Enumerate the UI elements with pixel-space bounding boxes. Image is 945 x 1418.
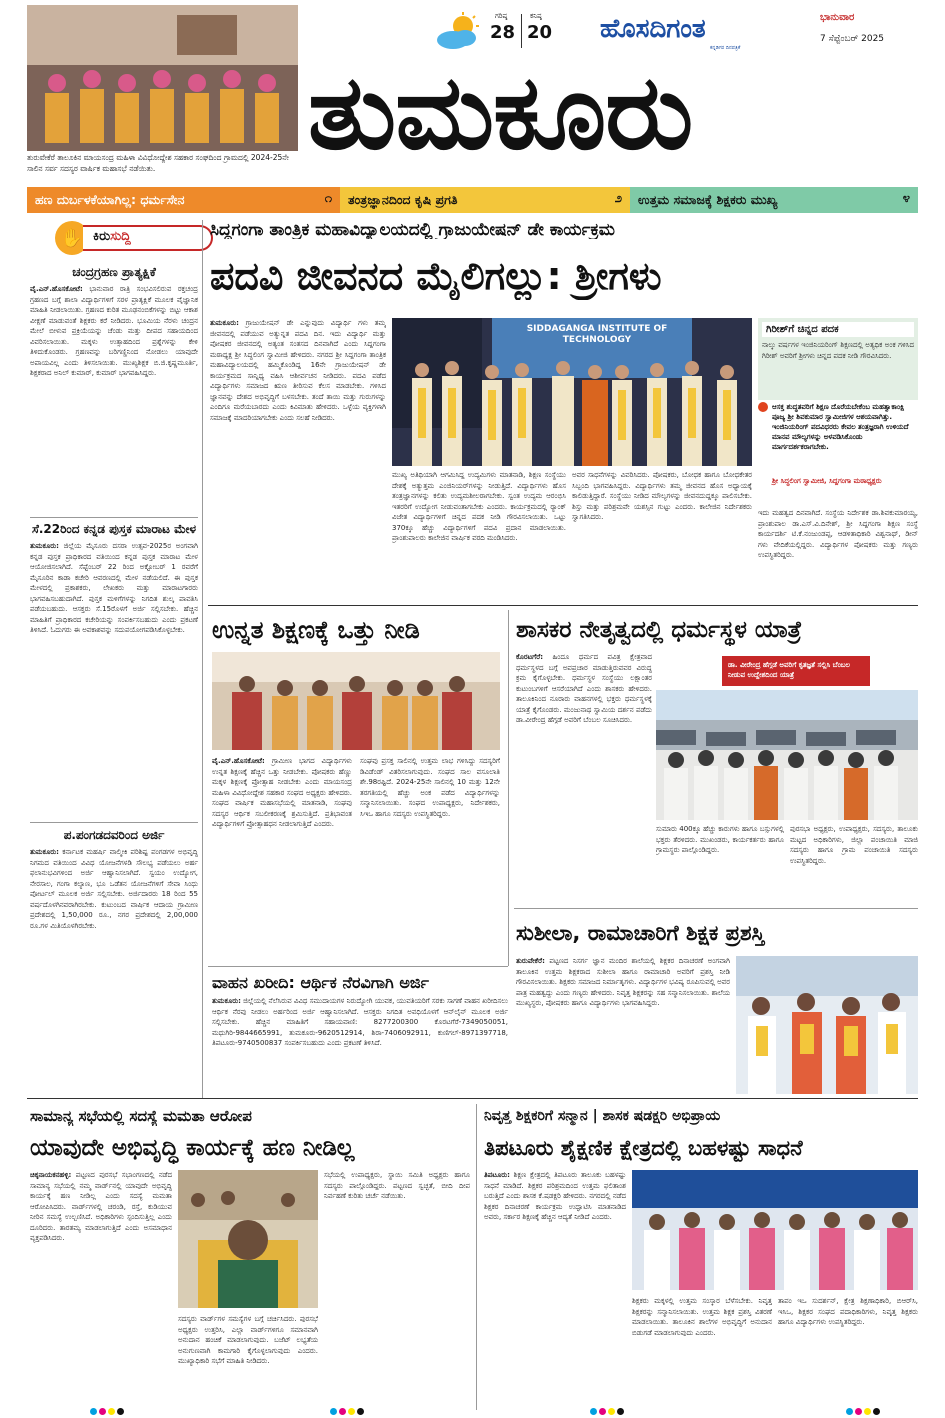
susheela-body-text: ಪಟ್ಟಣದ ನಿಸರ್ಗ ಜ್ಞಾನ ಮಂದಿರ ಶಾಲೆಯಲ್ಲಿ ಶಿಕ್ಷಕರ ದಿನಾಚರಣೆ ಅಂಗವಾಗಿ ತಾಲೂಕಿನ ಉತ್ತಮ ಶಿಕ್ಷಕರಾದ ಸುಶೀಲಾ ಹಾಗೂ ರಾಮಾಚಾರಿ ಅವರಿಗೆ ಪ್ರಶಸ್ತಿ ನೀಡಿ ಗೌರವಿಸಲಾಯಿತು. ಶಿಕ್ಷಕರು ಸಮಾಜದ ನಿರ್ಮಾತೃಗಳು. ವಿದ್ಯಾರ್ಥಿಗಳ ಭವಿಷ್ಯ ರೂಪಿಸುವಲ್ಲಿ ಅವರ ಪಾತ್ರ ಮಹತ್ವದ್ದು ಎಂದು ಗಣ್ಯರು ಹೇಳಿದರು. ನಿವೃತ್ತ ಶಿಕ್ಷಕರನ್ನು ಸಹ ಸನ್ಮಾನಿಸಲಾಯಿತು. ಶಾಲೆಯ ಮುಖ್ಯಸ್ಥರು, ಪೋಷಕರು ಹಾಗೂ ವಿದ್ಯಾರ್ಥಿಗಳು ಭಾಗವಹಿಸಿದ್ದರು. xyxy=(516,957,730,1007)
top-photo xyxy=(27,5,298,151)
dharmasthala-col-1 xyxy=(516,652,652,902)
vehicle-headline: ವಾಹನ ಖರೀದಿ: ಆರ್ಥಿಕ ನೆರವಿಗಾಗಿ ಅರ್ಜಿ xyxy=(212,973,429,992)
brief-2 xyxy=(30,522,198,777)
edition-day: ಭಾನುವಾರ xyxy=(820,12,855,23)
mamata-col-1-text: ಪಟ್ಟಣದ ಪುರಸಭೆ ಸಭಾಂಗಣದಲ್ಲಿ ನಡೆದ ಸಾಮಾನ್ಯ ಸಭೆಯಲ್ಲಿ ನಮ್ಮ ವಾರ್ಡ್‌ನಲ್ಲಿ ಯಾವುದೇ ಅಭಿವೃದ್ಧಿ ಕಾರ್ಯಕ್ಕೆ ಹಣ ನೀಡಿಲ್ಲ ಎಂದು ಸದಸ್ಯೆ ಮಮತಾ ಆರೋಪಿಸಿದರು. ವಾರ್ಡ್‌ಗಳಲ್ಲಿ ಚರಂಡಿ, ರಸ್ತೆ, ಕುಡಿಯುವ ನೀರಿನ ಸಮಸ್ಯೆ ಉಲ್ಬಣಿಸಿದೆ. ಅಧಿಕಾರಿಗಳು ಸ್ಪಂದಿಸುತ್ತಿಲ್ಲ ಎಂದು ದೂರಿದರು. ತಾರತಮ್ಯ ಮಾಡಲಾಗುತ್ತಿದೆ ಎಂದು ಅಸಮಾಧಾನ ವ್ಯಕ್ತಪಡಿಸಿದರು. xyxy=(30,1171,172,1242)
kirusuddi-label-b: ಸುದ್ದಿ xyxy=(110,229,131,244)
vehicle-body-text: ಜಿಲ್ಲೆಯಲ್ಲಿ ನೆಲೆಸಿರುವ ವಿವಿಧ ಸಮುದಾಯಗಳ ನಿರುದ್ಯೋಗಿ ಯುವಕ, ಯುವತಿಯರಿಗೆ ಸರಕು ಸಾಗಣೆ ವಾಹನ ಖರೀದಿಸಲು ಆರ್ಥಿಕ ನೆರವು ನೀಡಲು ಅರ್ಹರಿಂದ ಅರ್ಜಿ ಆಹ್ವಾನಿಸಲಾಗಿದೆ. ಆಸಕ್ತರು ನಿಗದಿತ ಅವಧಿಯೊಳಗೆ ಆನ್‌ಲೈನ್ ಮೂಲಕ ಅರ್ಜಿ ಸಲ್ಲಿಸಬೇಕು. ಹೆಚ್ಚಿನ ಮಾಹಿತಿಗೆ ಸಹಾಯವಾಣಿ: 8277200300 ಕೊರಟಗೆರೆ-7349050051, ಮಧುಗಿರಿ-9844665991, ತುಮಕೂರು-9620512914, ಶಿರಾ-7406092911, ಕುಣಿಗಲ್-8971397718, ತಿಪಟೂರು-9740500837 ಸಂಪರ್ಕಿಸಬಹುದು ಎಂದು ಪ್ರಕಟಣೆ ತಿಳಿಸಿದೆ. xyxy=(212,997,508,1047)
brand-name: ಹೊಸದಿಗಂತ xyxy=(600,14,706,44)
lead-headline: ಪದವಿ ಜೀವನದ ಮೈಲಿಗಲ್ಲು: ಶ್ರೀಗಳು xyxy=(210,254,662,298)
tiptur-photo xyxy=(632,1170,918,1290)
mamata-col-1 xyxy=(30,1170,172,1408)
registration-marks xyxy=(330,1408,364,1415)
index-label: ತಂತ್ರಜ್ಞಾನದಿಂದ ಕೃಷಿ ಪ್ರಗತಿ xyxy=(348,192,458,207)
edition-title: ತುಮಕೂರು xyxy=(308,51,693,173)
susheela-photo xyxy=(736,956,918,1094)
index-item-2[interactable] xyxy=(340,187,630,213)
quote-text: ಆಸಕ್ತ ಶುದ್ಧತವರಿಗೆ ಶಿಕ್ಷಣ ದೊರೆಯಬೇಕೆಂಬ ಮಹತ್ವಾಕಾಂಕ್ಷಿ ಪೂಜ್ಯ ಶ್ರೀ ಶಿವಕುಮಾರ ಸ್ವಾಮೀಜಿಗಳ ಆಶಯವಾಗಿತ್ತು. ಇಂಜಿನಿಯರಿಂಗ್ ಪದವಿಧರರು ಕೇವಲ ತಂತ್ರಜ್ಞರಾಗಿ ಉಳಿಯದೆ ಮಾನವ ಮೌಲ್ಯಗಳನ್ನು ಅಳವಡಿಸಿಕೊಂಡು ಮಾರ್ಗದರ್ಶಕರಾಗಬೇಕು. xyxy=(772,403,909,451)
index-label: ಉತ್ತಮ ಸಮಾಜಕ್ಕೆ ಶಿಕ್ಷಕರು ಮುಖ್ಯ xyxy=(638,192,778,207)
mamata-col-3: ಸಭೆಯಲ್ಲಿ ಉಪಾಧ್ಯಕ್ಷರು, ಸ್ಥಾಯಿ ಸಮಿತಿ ಅಧ್ಯಕ್ಷರು ಹಾಗೂ ಸದಸ್ಯರು ಪಾಲ್ಗೊಂಡಿದ್ದರು. ಪಟ್ಟಣದ ಸ್ವಚ್ಛತೆ, ಬೀದಿ ದೀಪ ನಿರ್ವಹಣೆ ಕುರಿತು ಚರ್ಚೆ ನಡೆಯಿತು. xyxy=(324,1171,470,1200)
brief-body: ಭಾನುವಾರ ರಾತ್ರಿ ಸಂಭವಿಸಲಿರುವ ರಕ್ತಚಂದ್ರ ಗ್ರಹಣದ ಬಗ್ಗೆ ಶಾಲಾ ವಿದ್ಯಾರ್ಥಿಗಳಿಗೆ ಸರಳ ಪ್ರಾತ್ಯಕ್ಷಿಕೆ ಮೂಲಕ ವೈಜ್ಞಾನಿಕ ಮಾಹಿತಿ ನೀಡಲಾಯಿತು. ಗ್ರಹಣದ ಕುರಿತ ಮೂಢನಂಬಿಕೆಗಳನ್ನು ಬಿಟ್ಟು ಆಕಾಶ ವೀಕ್ಷಣೆ ಮಾಡುವಂತೆ ಶಿಕ್ಷಕರು ಕರೆ ನೀಡಿದರು. ಭೂಮಿಯ ನೆರಳು ಚಂದ್ರನ ಮೇಲೆ ಬೀಳುವ ಪ್ರಕ್ರಿಯೆಯನ್ನು ಚೆಂಡು ಮತ್ತು ದೀಪದ ಸಹಾಯದಿಂದ ವಿವರಿಸಲಾಯಿತು. ಮಕ್ಕಳು ಉತ್ಸಾಹದಿಂದ ಪ್ರಶ್ನೆಗಳನ್ನು ಕೇಳಿ ತಿಳಿದುಕೊಂಡರು. ಗ್ರಹಣವನ್ನು ಬರಿಗಣ್ಣಿನಿಂದ ನೋಡಲು ಯಾವುದೇ ಅಪಾಯವಿಲ್ಲ ಎಂದು ತಿಳಿಸಲಾಯಿತು. ಮುಖ್ಯಶಿಕ್ಷಕ ಬಿ.ಜಿ.ಕೃಷ್ಣಮೂರ್ತಿ, ಶಿಕ್ಷಕರಾದ ಅನಿಲ್ ಕುಮಾರ್, ಕುಮಾರ್ ಭಾಗವಹಿಸಿದ್ದರು. xyxy=(30,285,198,377)
tiptur-col-2: ಶಿಕ್ಷಕರು ಮಕ್ಕಳಲ್ಲಿ ಉತ್ತಮ ಸಂಸ್ಕಾರ ಬೆಳೆಸಬೇಕು. ನಿವೃತ್ತ ಶಿಕ್ಷಕರನ್ನು ಸನ್ಮಾನಿಸಲಾಯಿತು. ಉತ್ತಮ ಶಿಕ್ಷಕ ಪ್ರಶಸ್ತಿ ವಿತರಣೆ ಮಾಡಲಾಯಿತು. ತಾಲೂಕಿನ ಶಾಲೆಗಳ ಅಭಿವೃದ್ಧಿಗೆ ಅನುದಾನ ಬಿಡುಗಡೆ ಮಾಡಲಾಗುವುದು ಎಂದರು. xyxy=(632,1297,772,1337)
higher-edu-col-2: ಸಂಘವು ಪ್ರಸಕ್ತ ಸಾಲಿನಲ್ಲಿ ಉತ್ತಮ ಲಾಭ ಗಳಿಸಿದ್ದು ಸದಸ್ಯರಿಗೆ ಡಿವಿಡೆಂಡ್ ವಿತರಿಸಲಾಗುವುದು. ಸಂಘದ ಸಾಲ ವಸೂಲಾತಿ ಶೇ.98ರಷ್ಟಿದೆ. 2024-25ನೇ ಸಾಲಿನಲ್ಲಿ 10 ಮತ್ತು 12ನೇ ತರಗತಿಯಲ್ಲಿ ಹೆಚ್ಚು ಅಂಕ ಪಡೆದ ವಿದ್ಯಾರ್ಥಿಗಳನ್ನು ಸನ್ಮಾನಿಸಲಾಯಿತು. ಸಂಘದ ಉಪಾಧ್ಯಕ್ಷರು, ನಿರ್ದೇಶಕರು, ಸಿಇಒ ಹಾಗೂ ಸದಸ್ಯರು ಉಪಸ್ಥಿತರಿದ್ದರು. xyxy=(360,757,500,818)
higher-edu-dateline: ವೈ.ಎನ್.ಹೊಸಕೋಟೆ: xyxy=(212,757,265,765)
lead-col-3: ಅವರ ಸಾಧನೆಗಳನ್ನು ವಿವರಿಸಿದರು. ಪೋಷಕರು, ಬೋಧಕ ಹಾಗೂ ಬೋಧಕೇತರ ಸಿಬ್ಬಂದಿ ಭಾಗವಹಿಸಿದ್ದರು. ವಿದ್ಯಾರ್ಥಿಗಳು ತಮ್ಮ ಜೀವನದ ಹೊಸ ಅಧ್ಯಾಯಕ್ಕೆ ಕಾಲಿಡುತ್ತಿದ್ದಾರೆ. ಸಂಸ್ಥೆಯು ನೀಡಿದ ಮೌಲ್ಯಗಳನ್ನು ಜೀವನದುದ್ದಕ್ಕೂ ಪಾಲಿಸಬೇಕು. ಶಿಸ್ತು ಮತ್ತು ಪರಿಶ್ರಮವೇ ಯಶಸ್ಸಿನ ಗುಟ್ಟು ಎಂದರು. ಕಾಲೇಜಿನ ನಿರ್ದೇಶಕರು ಸ್ವಾಗತಿಸಿದರು. xyxy=(572,471,752,521)
weather-max: 28 xyxy=(490,22,516,43)
brief-1 xyxy=(30,265,198,516)
index-label: ಹಣ ದುರ್ಬಳಕೆಯಾಗಿಲ್ಲ: ಧರ್ಮಸೇನ xyxy=(35,192,185,207)
lead-kicker: ಸಿದ್ದಗಂಗಾ ತಾಂತ್ರಿಕ ಮಹಾವಿದ್ಯಾಲಯದಲ್ಲಿ ಗ್ರಾಜುಯೇಷನ್ ಡೇ ಕಾರ್ಯಕ್ರಮ xyxy=(210,222,615,239)
brief-dateline: ತುಮಕೂರು: xyxy=(30,542,59,550)
brief-title: ಚಂದ್ರಗ್ರಹಣ ಪ್ರಾತ್ಯಕ್ಷಿಕೆ xyxy=(72,265,156,279)
susheela-headline: ಸುಶೀಲಾ, ರಾಮಾಚಾರಿಗೆ ಶಿಕ್ಷಕ ಪ್ರಶಸ್ತಿ xyxy=(516,921,765,945)
quote-icon xyxy=(758,402,768,412)
lead-col-5: ಇದು ಮಹತ್ವದ ದಿನವಾಗಿದೆ. ಸಂಸ್ಥೆಯ ನಿರ್ದೇಶಕ ಡಾ.ಶಿವಕುಮಾರಯ್ಯ, ಪ್ರಾಂಶುಪಾಲ ಡಾ.ಎಸ್.ವಿ.ದಿನೇಶ್, ಶ್ರೀ ಸಿದ್ದಗಂಗಾ ಶಿಕ್ಷಣ ಸಂಸ್ಥೆ ಕಾರ್ಯದರ್ಶಿ ಟಿ.ಕೆ.ನಂಜುಂಡಪ್ಪ, ಆಡಳಿತಾಧಿಕಾರಿ ವಿಶ್ವನಾಥ್, ಡೀನ್ ಗಳು ವೇದಿಕೆಯಲ್ಲಿದ್ದರು. ವಿದ್ಯಾರ್ಥಿಗಳ ಪೋಷಕರು ಮತ್ತು ಗಣ್ಯರು ಉಪಸ್ಥಿತರಿದ್ದರು. xyxy=(758,509,918,559)
index-page: ೪ xyxy=(902,191,910,206)
lead-dateline: ತುಮಕೂರು: xyxy=(210,319,239,327)
weather-min: 20 xyxy=(527,22,553,43)
dharmasthala-col-1-text: ಹಿಂದೂ ಧರ್ಮದ ಪವಿತ್ರ ಕ್ಷೇತ್ರವಾದ ಧರ್ಮಸ್ಥಳದ ಬಗ್ಗೆ ಅಪಪ್ರಚಾರ ಮಾಡುತ್ತಿರುವವರ ವಿರುದ್ಧ ಕ್ರಮ ಕೈಗೊಳ್ಳಬೇಕು. ಧರ್ಮಸ್ಥಳ ಸಂಸ್ಥೆಯು ಲಕ್ಷಾಂತರ ಕುಟುಂಬಗಳಿಗೆ ಆಸರೆಯಾಗಿದೆ ಎಂದು ಶಾಸಕರು ಹೇಳಿದರು. ತಾಲೂಕಿನಿಂದ ನೂರಾರು ವಾಹನಗಳಲ್ಲಿ ಭಕ್ತರು ಧರ್ಮಸ್ಥಳಕ್ಕೆ ಯಾತ್ರೆ ಕೈಗೊಂಡರು. ಮಂಜುನಾಥ ಸ್ವಾಮಿಯ ದರ್ಶನ ಪಡೆದು ಡಾ.ವೀರೇಂದ್ರ ಹೆಗ್ಗಡೆ ಅವರಿಗೆ ಬೆಂಬಲ ಸೂಚಿಸಿದರು. xyxy=(516,653,652,724)
quote-box xyxy=(758,402,918,502)
weather-min-label: ಕನಿಷ್ಠ xyxy=(530,12,542,20)
brief-dateline: ವೈ.ಎನ್.ಹೊಸಕೋಟೆ: xyxy=(30,285,83,293)
lead-col-1-text: ಗ್ರಾಜುಯೇಷನ್ ಡೇ ಎನ್ನುವುದು ವಿದ್ಯಾರ್ಥಿ ಗಳು ತಮ್ಮ ಜೀವನದಲ್ಲಿ ಪಡೆಯುವ ಅತ್ಯುನ್ನತ ಪದವಿ ದಿನ. ಇದು ವಿದ್ಯಾರ್ಥಿ ಮತ್ತು ಪೋಷಕರ ಜೀವನದಲ್ಲಿ ಅತ್ಯಂತ ಸಂತಸದ ದಿನವಾಗಿದೆ ಎಂದು ಸಿದ್ದಗಂಗಾ ಮಠಾಧ್ಯಕ್ಷ ಶ್ರೀ ಸಿದ್ಧಲಿಂಗ ಸ್ವಾಮೀಜಿ ಹೇಳಿದರು. ನಗರದ ಶ್ರೀ ಸಿದ್ದಗಂಗಾ ತಾಂತ್ರಿಕ ಮಹಾವಿದ್ಯಾಲಯದಲ್ಲಿ ಹಮ್ಮಿಕೊಂಡಿದ್ದ 16ನೇ ಗ್ರಾಜುಯೇಷನ್ ಡೇ ಕಾರ್ಯಕ್ರಮದ ಸಾನ್ನಿಧ್ಯ ವಹಿಸಿ ಆಶೀರ್ವಚನ ನೀಡಿದರು. ಪದವಿ ಪಡೆದ ವಿದ್ಯಾರ್ಥಿಗಳು ಸಮಾಜದ ಋಣ ತೀರಿಸುವ ಕೆಲಸ ಮಾಡಬೇಕು. ಗಳಿಸಿದ ಜ್ಞಾನವನ್ನು ದೇಶದ ಅಭಿವೃದ್ಧಿಗೆ ಬಳಸಬೇಕು. ತಂದೆ ತಾಯಿ ಮತ್ತು ಗುರುಗಳನ್ನು ಎಂದಿಗೂ ಮರೆಯಬಾರದು ಎಂದು ಕಿವಿಮಾತು ಹೇಳಿದರು. ಒಳ್ಳೆಯ ವ್ಯಕ್ತಿಗಳಾಗಿ ಸಮಾಜಕ್ಕೆ ಮಾದರಿಯಾಗಬೇಕು ಎಂದು ಸಲಹೆ ನೀಡಿದರು. xyxy=(210,319,386,422)
lead-col-2: ಮುಖ್ಯ ಅತಿಥಿಯಾಗಿ ಆಗಮಿಸಿದ್ದ ಉದ್ಯಮಿಗಳು ಮಾತನಾಡಿ, ಶಿಕ್ಷಣ ಸಂಸ್ಥೆಯು ದೇಶಕ್ಕೆ ಅತ್ಯುತ್ತಮ ಎಂಜಿನಿಯರ್‌ಗಳನ್ನು ನೀಡುತ್ತಿದೆ. ವಿದ್ಯಾರ್ಥಿಗಳು ಹೊಸ ತಂತ್ರಜ್ಞಾನಗಳನ್ನು ಕಲಿತು ಉದ್ಯಮಶೀಲರಾಗಬೇಕು. ಸ್ವಂತ ಉದ್ಯಮ ಆರಂಭಿಸಿ ಇತರರಿಗೆ ಉದ್ಯೋಗ ನೀಡುವಂತಾಗಬೇಕು ಎಂದರು. ಕಾರ್ಯಕ್ರಮದಲ್ಲಿ ರ‍್ಯಾಂಕ್ ವಿಜೇತ ವಿದ್ಯಾರ್ಥಿಗಳಿಗೆ ಚಿನ್ನದ ಪದಕ ನೀಡಿ ಗೌರವಿಸಲಾಯಿತು. ಒಟ್ಟು 370ಕ್ಕೂ ಹೆಚ್ಚು ವಿದ್ಯಾರ್ಥಿಗಳಿಗೆ ಪದವಿ ಪ್ರದಾನ ಮಾಡಲಾಯಿತು. ಪ್ರಾಂಶುಪಾಲರು ಕಾಲೇಜಿನ ವಾರ್ಷಿಕ ವರದಿ ಮಂಡಿಸಿದರು. xyxy=(392,471,566,542)
lead-photo-sign: SIDDAGANGA INSTITUTE OF TECHNOLOGY xyxy=(526,324,668,345)
brief-title: ಸೆ.22ರಿಂದ ಕನ್ನಡ ಪುಸ್ತಕ ಮಾರಾಟ ಮೇಳ xyxy=(31,522,197,536)
tiptur-col-1-text: ಶಿಕ್ಷಣ ಕ್ಷೇತ್ರದಲ್ಲಿ ತಿಪಟೂರು ತಾಲೂಕು ಬಹಳಷ್ಟು ಸಾಧನೆ ಮಾಡಿದೆ. ಶಿಕ್ಷಕರ ಪರಿಶ್ರಮದಿಂದ ಉತ್ತಮ ಫಲಿತಾಂಶ ಬರುತ್ತಿದೆ ಎಂದು ಶಾಸಕ ಕೆ.ಷಡಕ್ಷರಿ ಹೇಳಿದರು. ನಗರದಲ್ಲಿ ನಡೆದ ಶಿಕ್ಷಕರ ದಿನಾಚರಣೆ ಕಾರ್ಯಕ್ರಮ ಉದ್ಘಾಟಿಸಿ ಮಾತನಾಡಿದ ಅವರು, ಸರ್ಕಾರ ಶಿಕ್ಷಣಕ್ಕೆ ಹೆಚ್ಚಿನ ಆದ್ಯತೆ ನೀಡಿದೆ ಎಂದರು. xyxy=(484,1171,626,1221)
registration-marks xyxy=(90,1408,124,1415)
index-item-1[interactable] xyxy=(27,187,340,213)
vehicle-dateline: ತುಮಕೂರು: xyxy=(212,997,241,1005)
dharmasthala-dateline: ಕೊರಟಗೆರೆ: xyxy=(516,653,544,661)
tiptur-col-1 xyxy=(484,1170,626,1408)
lead-photo xyxy=(392,318,752,466)
tiptur-dateline: ತಿಪಟೂರು: xyxy=(484,1171,510,1179)
kirusuddi-icon: ✋ xyxy=(55,221,89,255)
higher-edu-photo xyxy=(212,652,500,750)
dharmasthala-badge: ಡಾ. ವೀರೇಂದ್ರ ಹೆಗ್ಗಡೆ ಅವರಿಗೆ ಕೃತಜ್ಞತೆ ಸಲ್ಲಿಸಿ ಬೆಂಬಲ ನೀಡುವ ಉದ್ದೇಶದಿಂದ ಯಾತ್ರೆ xyxy=(722,656,870,686)
weather-max-label: ಗರಿಷ್ಠ xyxy=(495,12,508,20)
brief-dateline: ತುಮಕೂರು: xyxy=(30,848,59,856)
higher-edu-headline: ಉನ್ನತ ಶಿಕ್ಷಣಕ್ಕೆ ಒತ್ತು ನೀಡಿ xyxy=(212,616,420,644)
top-photo-caption: ತುರುವೇಕೆರೆ ತಾಲೂಕಿನ ಮಾಯಸಂದ್ರ ಮಹಿಳಾ ವಿವಿಧೋದ್ದೇಶ ಸಹಕಾರ ಸಂಘದಿಂದ ಗ್ರಾಮದಲ್ಲಿ 2024-25ನೇ ಸಾಲಿನ ಸರ್ವ ಸದಸ್ಯರ ವಾರ್ಷಿಕ ಮಹಾಸಭೆ ನಡೆಯಿತು. xyxy=(27,153,289,173)
dharmasthala-photo xyxy=(656,690,918,820)
susheela-body xyxy=(516,956,730,1090)
brand-tag: ಕನ್ನಡಿಗರ ದಿನಪತ್ರಿಕೆ xyxy=(710,45,741,51)
brief-3 xyxy=(30,828,198,1105)
dharmasthala-col-2: ಸುಮಾರು 400ಕ್ಕೂ ಹೆಚ್ಚು ಕಾರುಗಳು ಹಾಗೂ ಬಸ್ಸುಗಳಲ್ಲಿ ಭಕ್ತರು ತೆರಳಿದರು. ಮುಖಂಡರು, ಕಾರ್ಯಕರ್ತರು ಹಾಗೂ ಗ್ರಾಮಸ್ಥರು ಪಾಲ್ಗೊಂಡಿದ್ದರು. xyxy=(656,825,784,854)
mamata-col-2: ಸದಸ್ಯರು ವಾರ್ಡ್‌ಗಳ ಸಮಸ್ಯೆಗಳ ಬಗ್ಗೆ ಚರ್ಚಿಸಿದರು. ಪುರಸಭೆ ಅಧ್ಯಕ್ಷರು ಉತ್ತರಿಸಿ, ಎಲ್ಲಾ ವಾರ್ಡ್‌ಗಳಿಗೂ ಸಮಾನವಾಗಿ ಅನುದಾನ ಹಂಚಿಕೆ ಮಾಡಲಾಗುವುದು. ಬಜೆಟ್ ಲಭ್ಯತೆಯ ಅನುಗುಣವಾಗಿ ಕಾಮಗಾರಿ ಕೈಗೊಳ್ಳಲಾಗುವುದು ಎಂದರು. ಮುಖ್ಯಾಧಿಕಾರಿ ಸಭೆಗೆ ಮಾಹಿತಿ ನೀಡಿದರು. xyxy=(178,1315,318,1365)
mamata-dateline: ಚಿಕ್ಕನಾಯಕನಹಳ್ಳಿ: xyxy=(30,1171,72,1179)
dharmasthala-col-3: ಪುರಸಭಾ ಅಧ್ಯಕ್ಷರು, ಉಪಾಧ್ಯಕ್ಷರು, ಸದಸ್ಯರು, ತಾಲೂಕು ಮಟ್ಟದ ಅಧಿಕಾರಿಗಳು, ಜಿಲ್ಲಾ ಪಂಚಾಯಿತಿ ಮಾಜಿ ಸದಸ್ಯರು ಹಾಗೂ ಗ್ರಾಮ ಪಂಚಾಯಿತಿ ಸದಸ್ಯರು ಉಪಸ್ಥಿತರಿದ್ದರು. xyxy=(790,825,918,865)
vehicle-body xyxy=(212,996,508,1088)
higher-edu-col-1-text: ಗ್ರಾಮೀಣ ಭಾಗದ ವಿದ್ಯಾರ್ಥಿಗಳು ಉನ್ನತ ಶಿಕ್ಷಣಕ್ಕೆ ಹೆಚ್ಚಿನ ಒತ್ತು ನೀಡಬೇಕು. ಪೋಷಕರು ಹೆಣ್ಣು ಮಕ್ಕಳ ಶಿಕ್ಷಣಕ್ಕೆ ಪ್ರೋತ್ಸಾಹ ನೀಡಬೇಕು ಎಂದು ಮಾಯಸಂದ್ರ ಮಹಿಳಾ ವಿವಿಧೋದ್ದೇಶ ಸಹಕಾರ ಸಂಘದ ಅಧ್ಯಕ್ಷರು ಹೇಳಿದರು. ಸಂಘದ ವಾರ್ಷಿಕ ಮಹಾಸಭೆಯಲ್ಲಿ ಮಾತನಾಡಿ, ಸಂಘವು ಸದಸ್ಯರ ಆರ್ಥಿಕ ಸಬಲೀಕರಣಕ್ಕೆ ಶ್ರಮಿಸುತ್ತಿದೆ. ಪ್ರತಿಭಾವಂತ ವಿದ್ಯಾರ್ಥಿಗಳಿಗೆ ಪ್ರೋತ್ಸಾಹಧನ ನೀಡಲಾಗುತ್ತಿದೆ ಎಂದರು. xyxy=(212,757,352,828)
tiptur-col-3: ತಾಪಂ ಇಒ ಸುದರ್ಶನ್, ಕ್ಷೇತ್ರ ಶಿಕ್ಷಣಾಧಿಕಾರಿ, ಬಿಆರ್‌ಸಿ, ಇಸಿಒ, ಶಿಕ್ಷಕರ ಸಂಘದ ಪದಾಧಿಕಾರಿಗಳು, ನಿವೃತ್ತ ಶಿಕ್ಷಕರು ಹಾಗೂ ವಿದ್ಯಾರ್ಥಿಗಳು ಉಪಸ್ಥಿತರಿದ್ದರು. xyxy=(778,1297,918,1326)
edition-date: 7 ಸೆಪ್ಟೆಂಬರ್ 2025 xyxy=(820,34,885,44)
registration-marks xyxy=(590,1408,624,1415)
kirusuddi-badge xyxy=(55,221,185,255)
higher-edu-col-1 xyxy=(212,756,352,961)
brief-title: ಪ.ಪಂಗಡದವರಿಂದ ಅರ್ಜಿ xyxy=(63,828,165,842)
tiptur-headline: ತಿಪಟೂರು ಶೈಕ್ಷಣಿಕ ಕ್ಷೇತ್ರದಲ್ಲಿ ಬಹಳಷ್ಟು ಸಾಧನೆ xyxy=(484,1136,803,1160)
quote-by: ಶ್ರೀ ಸಿದ್ಧಲಿಂಗ ಸ್ವಾಮೀಜಿ, ಸಿದ್ದಗಂಗಾ ಮಠಾಧ್ಯಕ್ಷರು xyxy=(772,477,882,485)
mamata-photo xyxy=(178,1170,318,1308)
index-page: ೧ xyxy=(324,191,332,206)
mamata-headline: ಯಾವುದೇ ಅಭಿವೃದ್ಧಿ ಕಾರ್ಯಕ್ಕೆ ಹಣ ನೀಡಿಲ್ಲ xyxy=(30,1135,355,1161)
kirusuddi-label-a: ಕಿರು xyxy=(93,229,111,244)
susheela-dateline: ತುರುವೇಕೆರೆ: xyxy=(516,957,545,965)
mamata-kicker: ಸಾಮಾನ್ಯ ಸಭೆಯಲ್ಲಿ ಸದಸ್ಯೆ ಮಮತಾ ಆರೋಪ xyxy=(30,1107,252,1125)
brief-body: ಕರ್ನಾಟಕ ಮಹರ್ಷಿ ವಾಲ್ಮೀಕಿ ಪರಿಶಿಷ್ಟ ಪಂಗಡಗಳ ಅಭಿವೃದ್ಧಿ ನಿಗಮದ ವತಿಯಿಂದ ವಿವಿಧ ಯೋಜನೆಗಳಡಿ ಸೌಲಭ್ಯ ಪಡೆಯಲು ಅರ್ಹ ಫಲಾನುಭವಿಗಳಿಂದ ಅರ್ಜಿ ಆಹ್ವಾನಿಸಲಾಗಿದೆ. ಸ್ವಯಂ ಉದ್ಯೋಗ, ನೇರಸಾಲ, ಗಂಗಾ ಕಲ್ಯಾಣ, ಭೂ ಒಡೆತನ ಯೋಜನೆಗಳಿಗೆ ಸೇವಾ ಸಿಂಧು ಪೋರ್ಟಲ್ ಮೂಲಕ ಅರ್ಜಿ ಸಲ್ಲಿಸಬೇಕು. ಅರ್ಜಿದಾರರು 18 ರಿಂದ 55 ವರ್ಷದೊಳಗಿನವರಾಗಿರಬೇಕು. ಕುಟುಂಬದ ವಾರ್ಷಿಕ ಆದಾಯ ಗ್ರಾಮೀಣ ಪ್ರದೇಶದಲ್ಲಿ 1,50,000 ರೂ., ನಗರ ಪ್ರದೇಶದಲ್ಲಿ 2,00,000 ರೂ.ಗಳ ಮಿತಿಯೊಳಗಿರಬೇಕು. xyxy=(30,848,198,930)
index-item-3[interactable] xyxy=(630,187,918,213)
index-page: ೨ xyxy=(614,191,622,206)
dharmasthala-headline: ಶಾಸಕರ ನೇತೃತ್ವದಲ್ಲಿ ಧರ್ಮಸ್ಥಳ ಯಾತ್ರೆ xyxy=(516,617,802,643)
sidebar-box xyxy=(758,318,918,400)
lead-col-1 xyxy=(210,318,386,600)
registration-marks xyxy=(846,1408,880,1415)
sidebar-body: ನಾಲ್ಕು ವರ್ಷಗಳ ಇಂಜಿನಿಯರಿಂಗ್ ಶಿಕ್ಷಣದಲ್ಲಿ ಅತ್ಯಧಿಕ ಅಂಕ ಗಳಿಸಿದ ಗಿರೀಶ್ ಅವರಿಗೆ ಶ್ರೀಗಳು ಚಿನ್ನದ ಪದಕ ನೀಡಿ ಗೌರವಿಸಿದರು. xyxy=(762,341,914,360)
brief-body: ಜಿಲ್ಲೆಯ ಮೈಸೂರು ದಸರಾ ಉತ್ಸವ-2025ರ ಅಂಗವಾಗಿ ಕನ್ನಡ ಪುಸ್ತಕ ಪ್ರಾಧಿಕಾರದ ವತಿಯಿಂದ ಕನ್ನಡ ಪುಸ್ತಕ ಮಾರಾಟ ಮೇಳ ಆಯೋಜಿಸಲಾಗಿದೆ. ಸೆಪ್ಟೆಂಬರ್ 22 ರಿಂದ ಅಕ್ಟೋಬರ್ 1 ರವರೆಗೆ ಮೈಸೂರಿನ ಕಾಡಾ ಕಚೇರಿ ಆವರಣದಲ್ಲಿ ಮೇಳ ನಡೆಯಲಿದೆ. ಈ ಪುಸ್ತಕ ಮೇಳದಲ್ಲಿ ಪ್ರಕಾಶಕರು, ಲೇಖಕರು ಮತ್ತು ಮಾರಾಟಗಾರರು ಭಾಗವಹಿಸಬಹುದಾಗಿದೆ. ಪುಸ್ತಕ ಮಳಿಗೆಗಳನ್ನು ನಿಗದಿತ ಶುಲ್ಕ ಪಾವತಿಸಿ ಪಡೆಯಬಹುದು. ಆಸಕ್ತರು ಸೆ.15ರೊಳಗೆ ಅರ್ಜಿ ಸಲ್ಲಿಸಬೇಕು. ಹೆಚ್ಚಿನ ಮಾಹಿತಿಗೆ ಪ್ರಾಧಿಕಾರದ ಕಚೇರಿಯನ್ನು ಸಂಪರ್ಕಿಸಬಹುದು ಎಂದು ಪ್ರಕಟಣೆ ತಿಳಿಸಿದೆ. ಓದುಗರು ಈ ಅವಕಾಶವನ್ನು ಸದುಪಯೋಗಪಡಿಸಿಕೊಳ್ಳಬೇಕು. xyxy=(30,542,198,634)
sidebar-head: ಗಿರೀಶ್‌ಗೆ ಚಿನ್ನದ ಪದಕ xyxy=(762,322,914,337)
tiptur-kicker: ನಿವೃತ್ತ ಶಿಕ್ಷಕರಿಗೆ ಸನ್ಮಾನ | ಶಾಸಕ ಷಡಕ್ಷರಿ ಅಭಿಪ್ರಾಯ xyxy=(484,1108,721,1124)
